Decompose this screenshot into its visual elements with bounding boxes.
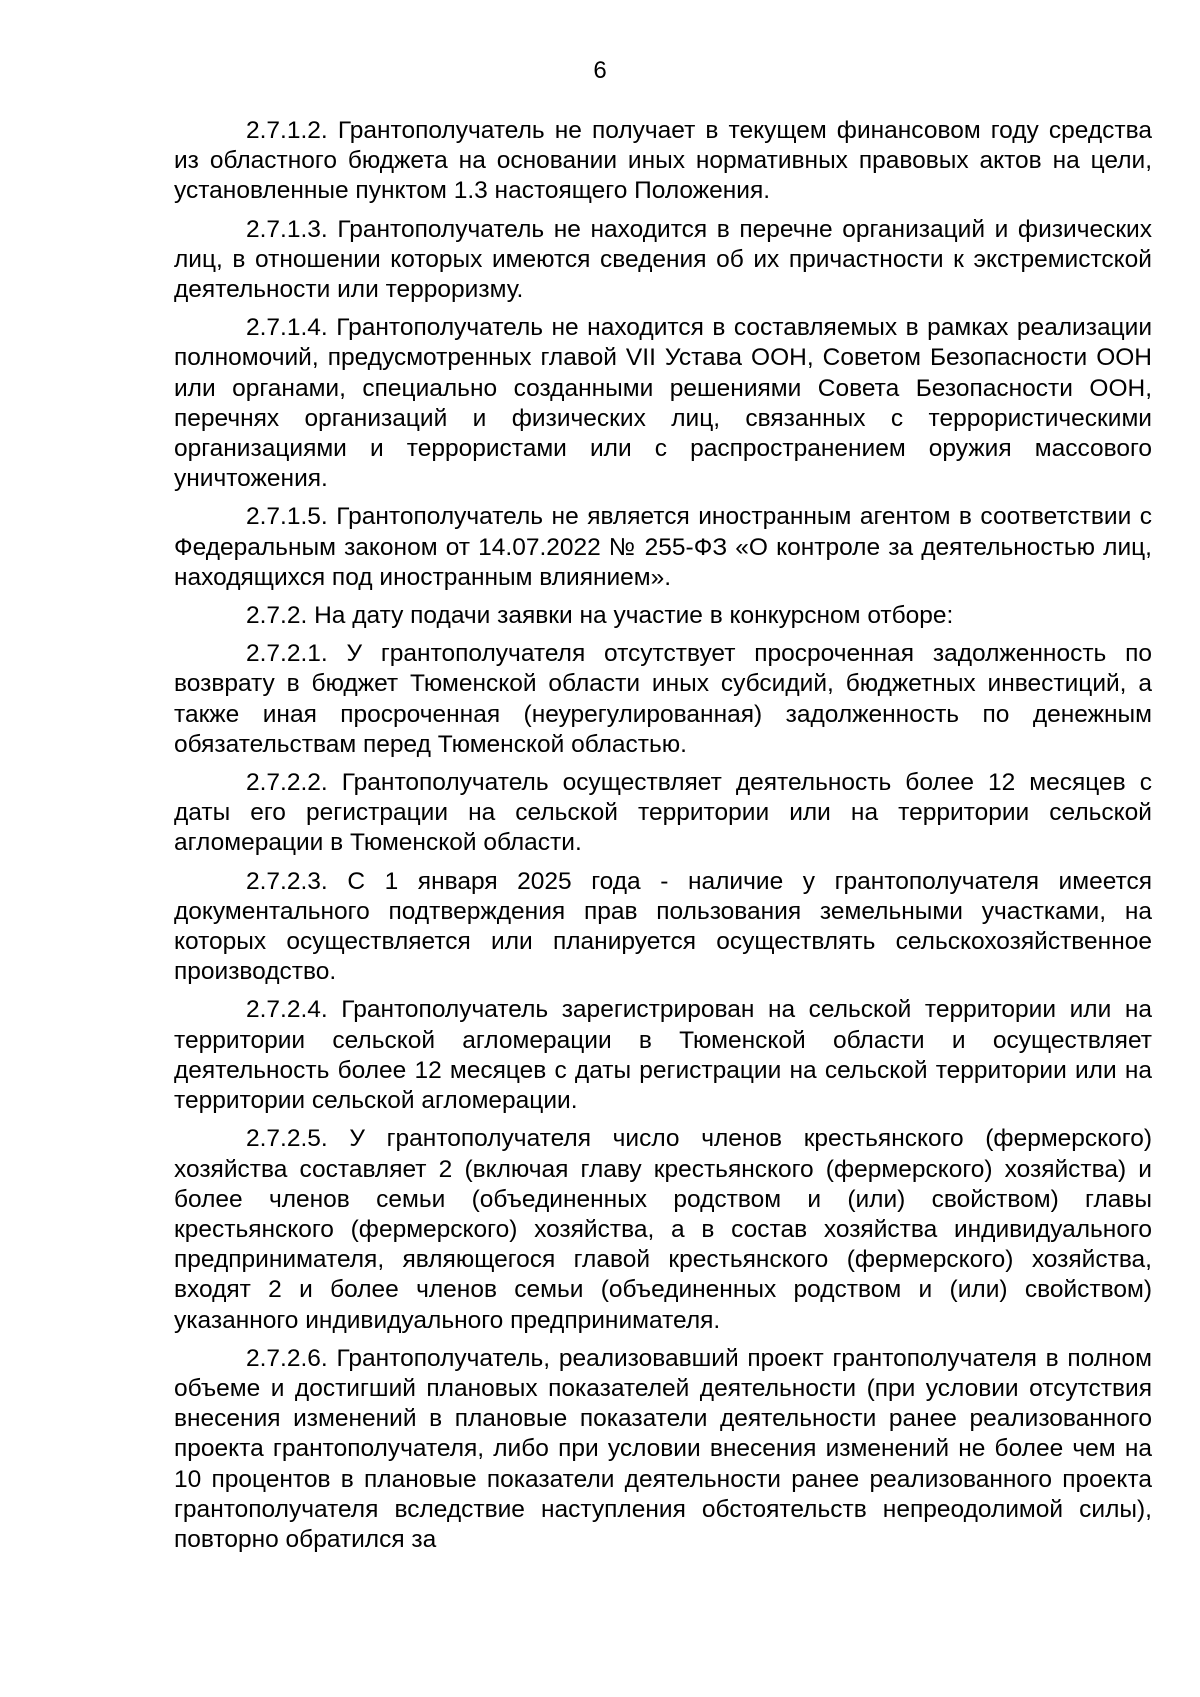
paragraph-2-7-2: 2.7.2. На дату подачи заявки на участие в конкурсном отборе: xyxy=(246,602,954,630)
paragraph-2-7-1-4: 2.7.1.4. Грантополучатель не находится в составляемых в рамках реализации полномочий, предусмотренных главой VII Устава ООН, Советом Безопасности ООН или органами, специально созданными решениями Совета Безопасности ООН, перечнях организаций и физических лиц, связанных с террористическими организациями и террористами или с распространением оружия массового уничтожения. xyxy=(174,314,1152,493)
paragraph-2-7-1-2: 2.7.1.2. Грантополучатель не получает в текущем финансовом году средства из областного бюджета на основании иных нормативных правовых актов на цели, установленные пунктом 1.3 настоящего Положения. xyxy=(174,117,1152,205)
paragraph-2-7-2-1: 2.7.2.1. У грантополучателя отсутствует просроченная задолженность по возврату в бюджет Тюменской области иных субсидий, бюджетных инвестиций, а также иная просроченная (неурегулированная) задолженность по денежным обязательствам перед Тюменской областью. xyxy=(174,640,1152,758)
paragraph-2-7-2-5: 2.7.2.5. У грантополучателя число членов крестьянского (фермерского) хозяйства составляет 2 (включая главу крестьянского (фермерского) хозяйства) и более членов семьи (объединенных родством и (или) свойством) главы крестьянского (фермерского) хозяйства, а в состав хозяйства индивидуального предпринимателя, являющегося главой крестьянского (фермерского) хозяйства, входят 2 и более членов семьи (объединенных родством и (или) свойством) указанного индивидуального предпринимателя. xyxy=(174,1125,1152,1334)
paragraph-2-7-2-6: 2.7.2.6. Грантополучатель, реализовавший проект грантополучателя в полном объеме и достигший плановых показателей деятельности (при условии отсутствия внесения изменений в плановые показатели деятельности ранее реализованного проекта грантополучателя, либо при условии внесения изменений не более чем на 10 процентов в плановые показатели деятельности ранее реализованного проекта грантополучателя вследствие наступления обстоятельств непреодолимой силы), повторно обратился за xyxy=(174,1344,1152,1553)
document-body xyxy=(174,116,1152,1563)
paragraph-2-7-2-3: 2.7.2.3. С 1 января 2025 года - наличие у грантополучателя имеется документального подтверждения прав пользования земельными участками, на которых осуществляется или планируется осуществлять сельскохозяйственное производство. xyxy=(174,867,1152,986)
paragraph-2-7-2-2: 2.7.2.2. Грантополучатель осуществляет деятельность более 12 месяцев с даты его регистрации на сельской территории или на территории сельской агломерации в Тюменской области. xyxy=(174,769,1152,857)
paragraph-2-7-1-5: 2.7.1.5. Грантополучатель не является иностранным агентом в соответствии с Федеральным законом от 14.07.2022 № 255-ФЗ «О контроле за деятельностью лиц, находящихся под иностранным влиянием». xyxy=(174,503,1152,591)
paragraph-2-7-2-4: 2.7.2.4. Грантополучатель зарегистрирован на сельской территории или на территории сельской агломерации в Тюменской области и осуществляет деятельность более 12 месяцев с даты регистрации на сельской территории или на территории сельской агломерации. xyxy=(174,996,1152,1115)
paragraph-2-7-1-3: 2.7.1.3. Грантополучатель не находится в перечне организаций и физических лиц, в отношении которых имеются сведения об их причастности к экстремистской деятельности или терроризму. xyxy=(174,215,1152,304)
page-number: 6 xyxy=(593,57,607,84)
